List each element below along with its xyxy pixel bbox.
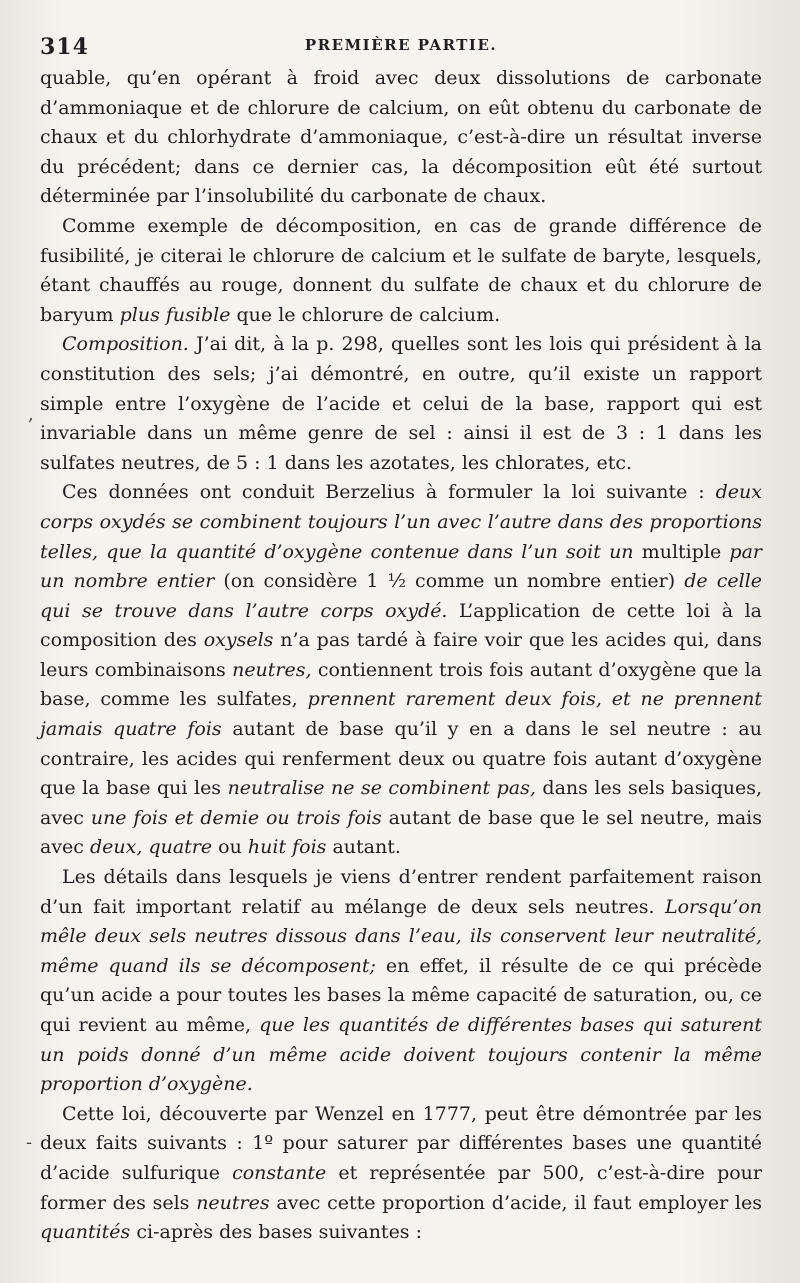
italic-text-segment: neutres [196,1191,270,1214]
italic-text-segment: oxysels [203,629,274,652]
text-segment: n’a pas tardé à faire voir que les acides qui, dans leurs combinaisons [40,629,762,681]
text-segment: autant. [326,836,401,859]
text-segment: en effet, il résulte de ce qui précède qu’un acide a pour toutes les bases la même capacité de saturation, ou, ce qui revient au même, [40,954,762,1036]
italic-text-segment: de celle qui se trouve dans l’autre corps oxydé. [40,570,762,622]
text-segment: contiennent trois fois autant d’oxygène que la base, comme les sulfates, [40,658,762,711]
text-segment: Les détails dans lesquels je viens d’entrer rendent parfaitement raison d’un fait important relatif au mélange de deux sels neutres. [40,866,762,918]
text-segment: ci-après des bases suivantes : [130,1221,423,1244]
text-segment: Ces données ont conduit Berzelius à formuler la loi suivante : [62,481,716,504]
running-title: PREMIÈRE PARTIE. [304,36,498,54]
italic-text-segment: huit fois [247,836,327,859]
italic-text-segment: Lorsqu’on mêle deux sels neutres dissous dans l’eau, ils conservent leur neutralité, même quand ils se décomposent; [40,895,762,977]
text-segment: autant de base qu’il y en a dans le sel neutre : au contraire, les acides qui renferment deux ou quatre fois autant d’oxygène que la base qui les [40,718,762,800]
paragraph-p5 [40,863,762,1100]
text-segment: ou [212,836,248,859]
italic-text-segment: par un nombre entier [40,540,762,593]
text-segment: autant de base que le sel neutre, mais avec [40,806,762,859]
text-segment: dans les sels basiques, avec [40,777,763,829]
text-segment: multiple [633,540,730,563]
italic-text-segment: neutralise ne se combinent pas, [227,777,536,800]
margin-dash-mark: - [26,1132,33,1153]
italic-text-segment: quantités [40,1221,131,1244]
paragraph-p4 [40,478,762,863]
margin-tick-mark: , [28,404,34,425]
text-segment: Comme exemple de décomposition, en cas de grande différence de fusibilité, je citerai le chlorure de calcium et le sulfate de baryte, lesquels, étant chauffés au rouge, donnent du sulfate de chaux et du chlorure de baryum [40,214,762,326]
running-head [40,30,762,64]
paragraph-p2 [40,212,762,330]
italic-text-segment: deux corps oxydés se combinent toujours l’un avec l’autre dans des proportions telles, que la quantité d’oxygène contenue dans l’un soit un [40,481,762,563]
text-segment: J’ai dit, à la p. 298, quelles sont les lois qui président à la constitution des sels; j’ai démontré, en outre, qu’il existe un rapport simple entre l’oxygène de l’acide et celui de la base, rapport qui est invariable dans un même genre de sel : ainsi il est de 3 : 1 dans les sulfates neutres, de 5 : 1 dans les azotates, les chlorates, etc. [40,333,762,474]
italic-text-segment: que les quantités de différentes bases qui saturent un poids donné d’un même acide doivent toujours contenir la même proportion d’oxygène. [40,1014,763,1096]
text-segment: quable, qu’en opérant à froid avec deux dissolutions de carbonate d’ammoniaque et de chlorure de calcium, on eût obtenu du carbonate de chaux et du chlorhydrate d’ammoniaque, c’est-à-dire un résultat inverse du précédent; dans ce dernier cas, la décomposition eût été surtout déterminée par l’insolubilité du carbonate de chaux. [40,67,762,208]
text-segment: Cette loi, découverte par Wenzel en 1777, peut être démontrée par les deux faits suivants : 1º pour saturer par différentes bases une quantité d’acide sulfurique [40,1102,762,1184]
italic-text-segment: deux, quatre [90,836,213,859]
paragraph-p6 [40,1100,762,1248]
text-segment: L’application de cette loi à la composition des [40,599,762,652]
text-segment: que le chlorure de calcium. [230,303,501,326]
italic-text-segment: neutres, [232,658,312,681]
italic-text-segment: Composition. [62,333,189,356]
italic-text-segment: une fois et demie ou trois fois [90,806,382,829]
italic-text-segment: plus fusible [119,303,231,326]
italic-text-segment: constante [232,1161,327,1184]
text-segment: et représentée par 500, c’est-à-dire pour former des sels [40,1161,762,1214]
body-text [40,64,762,1248]
text-segment: (on considère 1 ½ comme un nombre entier) [214,570,685,593]
page-number: 314 [40,34,89,60]
paragraph-p1 [40,64,762,212]
paragraph-p3 [40,330,762,478]
text-segment: avec cette proportion d’acide, il faut employer les [269,1191,763,1214]
italic-text-segment: prennent rarement deux fois, et ne prennent jamais quatre fois [40,688,762,741]
